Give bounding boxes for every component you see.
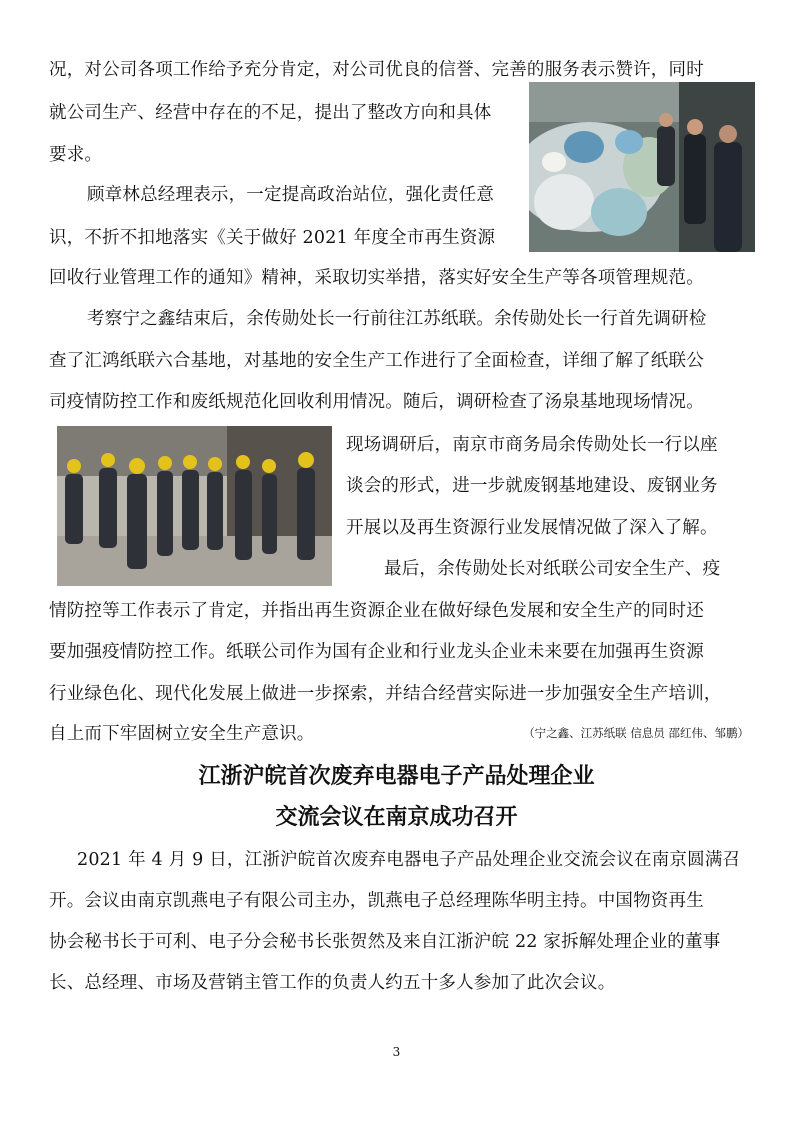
photo-recycling-warehouse	[529, 82, 755, 252]
paragraph-5-line-3: 要加强疫情防控工作。纸联公司作为国有企业和行业龙头企业未来要在加强再生资源	[49, 642, 704, 662]
paragraph-3-line-2: 查了汇鸿纸联六合基地，对基地的安全生产工作进行了全面检查，详细了解了纸联公	[49, 351, 704, 371]
site-visit-photo-illustration	[57, 426, 332, 586]
warehouse-photo-illustration	[529, 82, 755, 252]
paragraph-6-line-1: 2021 年 4 月 9 日，江浙沪皖首次废弃电器电子产品处理企业交流会议在南京圆满召	[77, 850, 741, 870]
paragraph-6-line-4: 长、总经理、市场及营销主管工作的负责人约五十多人参加了此次会议。	[49, 973, 616, 993]
paragraph-1-line-3: 要求。	[49, 145, 103, 165]
paragraph-4-line-1: 现场调研后，南京市商务局余传勋处长一行以座	[346, 435, 718, 455]
paragraph-5-line-2: 情防控等工作表示了肯定，并指出再生资源企业在做好绿色发展和安全生产的同时还	[49, 601, 704, 621]
article-title-line-2: 交流会议在南京成功召开	[275, 805, 518, 830]
paragraph-4-line-2: 谈会的形式，进一步就废钢基地建设、废钢业务	[346, 476, 718, 496]
paragraph-3-line-3: 司疫情防控工作和废纸规范化回收利用情况。随后，调研检查了汤泉基地现场情况。	[49, 392, 704, 412]
paragraph-1-line-2: 就公司生产、经营中存在的不足，提出了整改方向和具体	[49, 103, 492, 123]
paragraph-1-line-1: 况，对公司各项工作给予充分肯定，对公司优良的信誉、完善的服务表示赞许，同时	[49, 60, 704, 80]
paragraph-4-line-3: 开展以及再生资源行业发展情况做了深入了解。	[346, 518, 718, 538]
paragraph-5-line-4: 行业绿色化、现代化发展上做进一步探索，并结合经营实际进一步加强安全生产培训，	[49, 684, 722, 704]
photo-site-visit-group	[57, 426, 332, 586]
paragraph-2-line-3: 回收行业管理工作的通知》精神，采取切实举措，落实好安全生产等各项管理规范。	[49, 268, 704, 288]
paragraph-6-line-3: 协会秘书长于可利、电子分会秘书长张贺然及来自江浙沪皖 22 家拆解处理企业的董事	[49, 932, 721, 952]
author-credit: （宁之鑫、江苏纸联 信息员 邵红伟、邹鹏）	[523, 726, 749, 740]
paragraph-5-line-1: 最后，余传勋处长对纸联公司安全生产、疫	[384, 559, 721, 579]
paragraph-2-line-2: 识，不折不扣地落实《关于做好 2021 年度全市再生资源	[49, 228, 496, 248]
article-title-line-1: 江浙沪皖首次废弃电器电子产品处理企业	[198, 764, 595, 789]
paragraph-5-line-5: 自上而下牢固树立安全生产意识。	[49, 724, 315, 744]
paragraph-2-line-1: 顾章林总经理表示，一定提高政治站位，强化责任意	[87, 185, 495, 205]
paragraph-6-line-2: 开。会议由南京凯燕电子有限公司主办，凯燕电子总经理陈华明主持。中国物资再生	[49, 891, 704, 911]
page-number: 3	[392, 1045, 401, 1059]
paragraph-3-line-1: 考察宁之鑫结束后，余传勋处长一行前往江苏纸联。余传勋处长一行首先调研检	[87, 309, 707, 329]
